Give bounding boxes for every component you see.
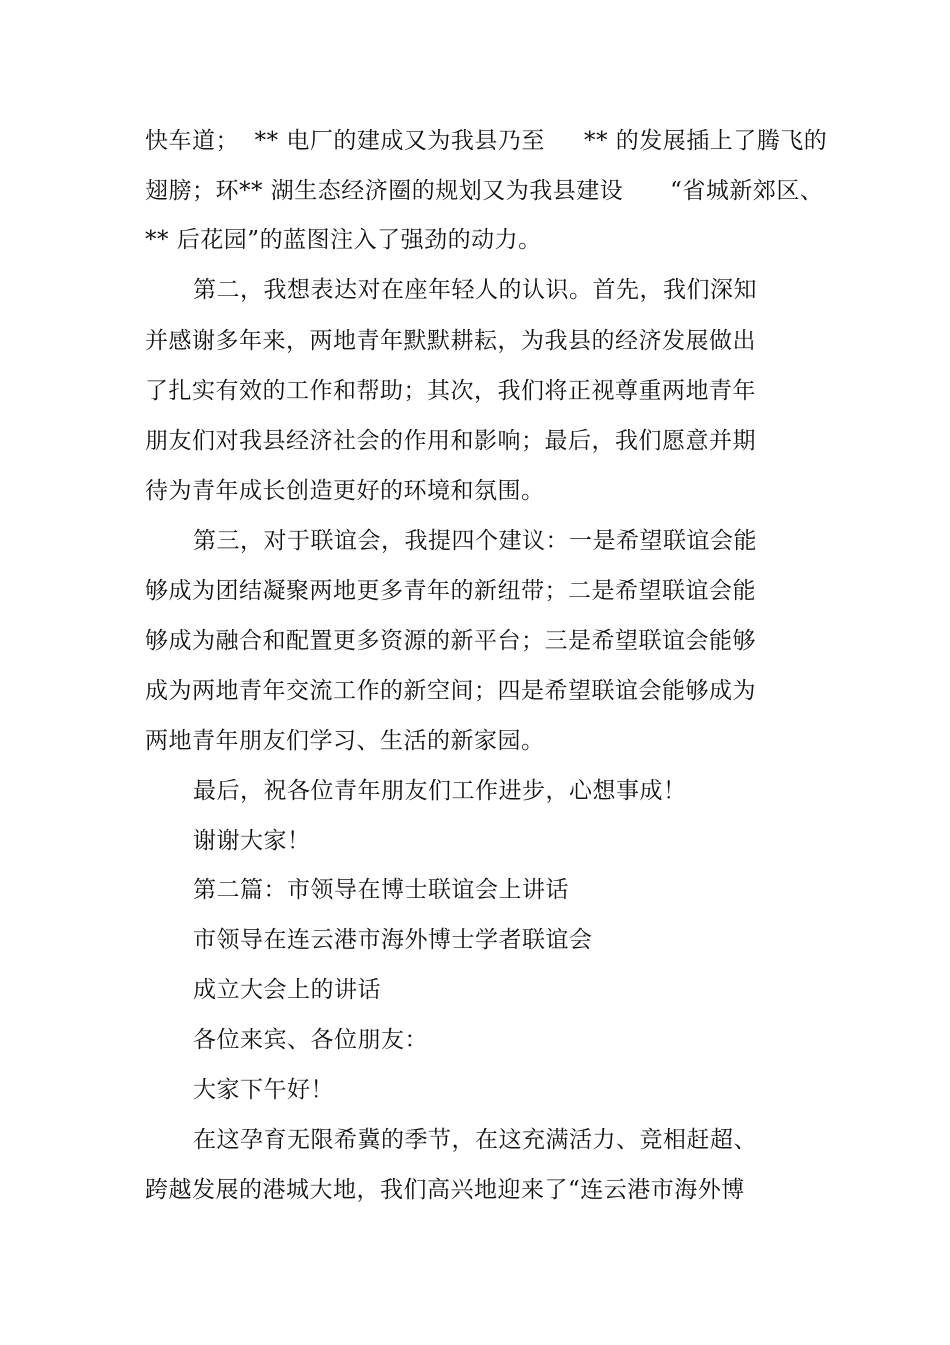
section-heading: 第二篇：市领导在博士联谊会上讲话	[193, 877, 569, 903]
speech-title-line-1: 市领导在连云港市海外博士学者联谊会	[193, 927, 593, 953]
opening-paragraph-line-2: 跨越发展的港城大地，我们高兴地迎来了“连云港市海外博	[145, 1177, 745, 1203]
salutation: 各位来宾、各位朋友：	[193, 1027, 428, 1053]
paragraph-second-line-5: 待为青年成长创造更好的环境和氛围。	[145, 478, 545, 504]
greeting: 大家下午好！	[193, 1077, 334, 1103]
closing-wish: 最后，祝各位青年朋友们工作进步，心想事成！	[193, 778, 687, 804]
paragraph-third-line-1: 第三，对于联谊会，我提四个建议：一是希望联谊会能	[193, 528, 757, 554]
paragraph-second-line-1: 第二，我想表达对在座年轻人的认识。首先，我们深知	[193, 277, 757, 303]
text-line-2: 翅膀；环** 湖生态经济圈的规划又为我县建设 “省城新郊区、	[145, 178, 824, 204]
paragraph-third-line-5: 两地青年朋友们学习、生活的新家园。	[145, 728, 545, 754]
speech-title-line-2: 成立大会上的讲话	[193, 977, 381, 1003]
paragraph-third-line-3: 够成为融合和配置更多资源的新平台；三是希望联谊会能够	[145, 628, 756, 654]
paragraph-second-line-3: 了扎实有效的工作和帮助；其次，我们将正视尊重两地青年	[145, 378, 756, 404]
paragraph-third-line-4: 成为两地青年交流工作的新空间；四是希望联谊会能够成为	[145, 678, 756, 704]
text-line-1: 快车道； ** 电厂的建成又为我县乃至 ** 的发展插上了腾飞的	[145, 128, 828, 154]
paragraph-second-line-2: 并感谢多年来，两地青年默默耕耘，为我县的经济发展做出	[145, 328, 756, 354]
paragraph-third-line-2: 够成为团结凝聚两地更多青年的新纽带；二是希望联谊会能	[145, 578, 756, 604]
thanks-line: 谢谢大家！	[193, 828, 311, 854]
paragraph-second-line-4: 朋友们对我县经济社会的作用和影响；最后，我们愿意并期	[145, 428, 756, 454]
text-line-3: ** 后花园”的蓝图注入了强劲的动力。	[145, 227, 542, 253]
opening-paragraph-line-1: 在这孕育无限希冀的季节，在这充满活力、竞相赶超、	[193, 1127, 757, 1153]
